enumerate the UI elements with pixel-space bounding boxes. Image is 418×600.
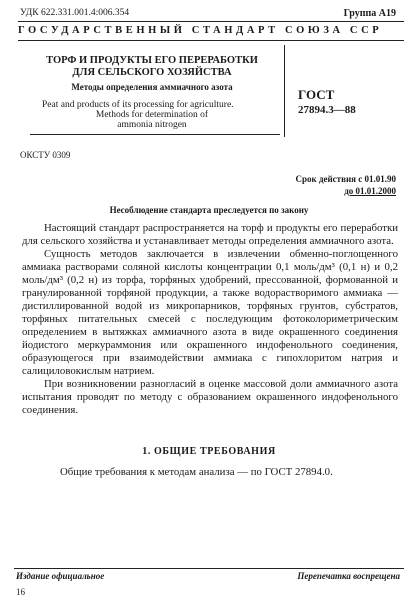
header-top-rule bbox=[18, 21, 404, 22]
standard-title: ГОСУДАРСТВЕННЫЙ СТАНДАРТ СОЮЗА ССР bbox=[18, 25, 383, 36]
section-title: 1. ОБЩИЕ ТРЕБОВАНИЯ bbox=[142, 446, 276, 457]
udk-code: УДК 622.331.001.4:006.354 bbox=[20, 8, 130, 18]
paragraph-disputes: При возникновении разногласий в оценке массовой доли аммиачного азота испытания проводят по методу с образованием окрашенного индофенольного соединения. bbox=[22, 378, 398, 416]
gost-label: ГОСТ bbox=[298, 87, 335, 102]
validity-to: до 01.01.2000 bbox=[344, 186, 396, 196]
reprint-notice: Перепечатка воспрещена bbox=[297, 571, 400, 581]
edition-label: Издание официальное bbox=[16, 571, 105, 581]
footer-rule bbox=[14, 568, 404, 569]
document-subtitle: Методы определения аммиачного азота bbox=[71, 82, 233, 92]
okstu-code: ОКСТУ 0309 bbox=[20, 150, 71, 160]
document-title-block bbox=[36, 55, 268, 94]
validity-from: Срок действия с 01.01.90 bbox=[295, 174, 396, 184]
title-line-1: ТОРФ И ПРОДУКТЫ ЕГО ПЕРЕРАБОТКИ bbox=[46, 55, 258, 66]
english-title-line-2: Methods for determination of bbox=[95, 110, 209, 120]
section-text: Общие требования к методам анализа — по ГОСТ 27894.0. bbox=[60, 466, 333, 478]
gost-number: 27894.3—88 bbox=[298, 104, 356, 116]
english-title-line-1: Peat and products of its processing for agriculture. bbox=[42, 100, 234, 110]
title-line-2: ДЛЯ СЕЛЬСКОГО ХОЗЯЙСТВА bbox=[72, 67, 232, 78]
body-text bbox=[22, 222, 398, 417]
title-block-rule bbox=[30, 134, 280, 135]
paragraph-scope: Настоящий стандарт распространяется на торф и продукты его переработки для сельского хозяйства и устанавливает методы определения аммиачного азота. bbox=[22, 222, 398, 247]
title-divider bbox=[284, 45, 285, 137]
english-title-block bbox=[36, 100, 268, 130]
english-title-line-3: ammonia nitrogen bbox=[117, 120, 187, 130]
header-bottom-rule bbox=[18, 40, 404, 41]
group-code: Группа А19 bbox=[343, 8, 396, 19]
legal-notice: Несоблюдение стандарта преследуется по закону bbox=[109, 205, 309, 215]
validity-period bbox=[296, 173, 397, 197]
paragraph-method-essence: Сущность методов заключается в извлечении обменно-поглощенного аммиака растворами соляной кислоты концентрации 0,1 моль/дм³ (0,1 н) и 0,2 моль/дм³ (0,2 н) из торфа, торфяных удобрений, прессованной, формованной и гранулированной торфяной продукции, а также водорастворимого аммиака — дистиллированной водой из микропарников, торфяных грунтов, субстратов, торфяных питательных смесей с последующим фотоколориметрическим определением в вытяжках аммиачного азота в виде окрашенного соединения йодистого меркураммония или окрашенного индофенольного соединения, образующегося при взаимодействии аммиака с гипохлоритом натрия и салициловокислым натрием. bbox=[22, 248, 398, 377]
page-number: 16 bbox=[16, 587, 25, 597]
